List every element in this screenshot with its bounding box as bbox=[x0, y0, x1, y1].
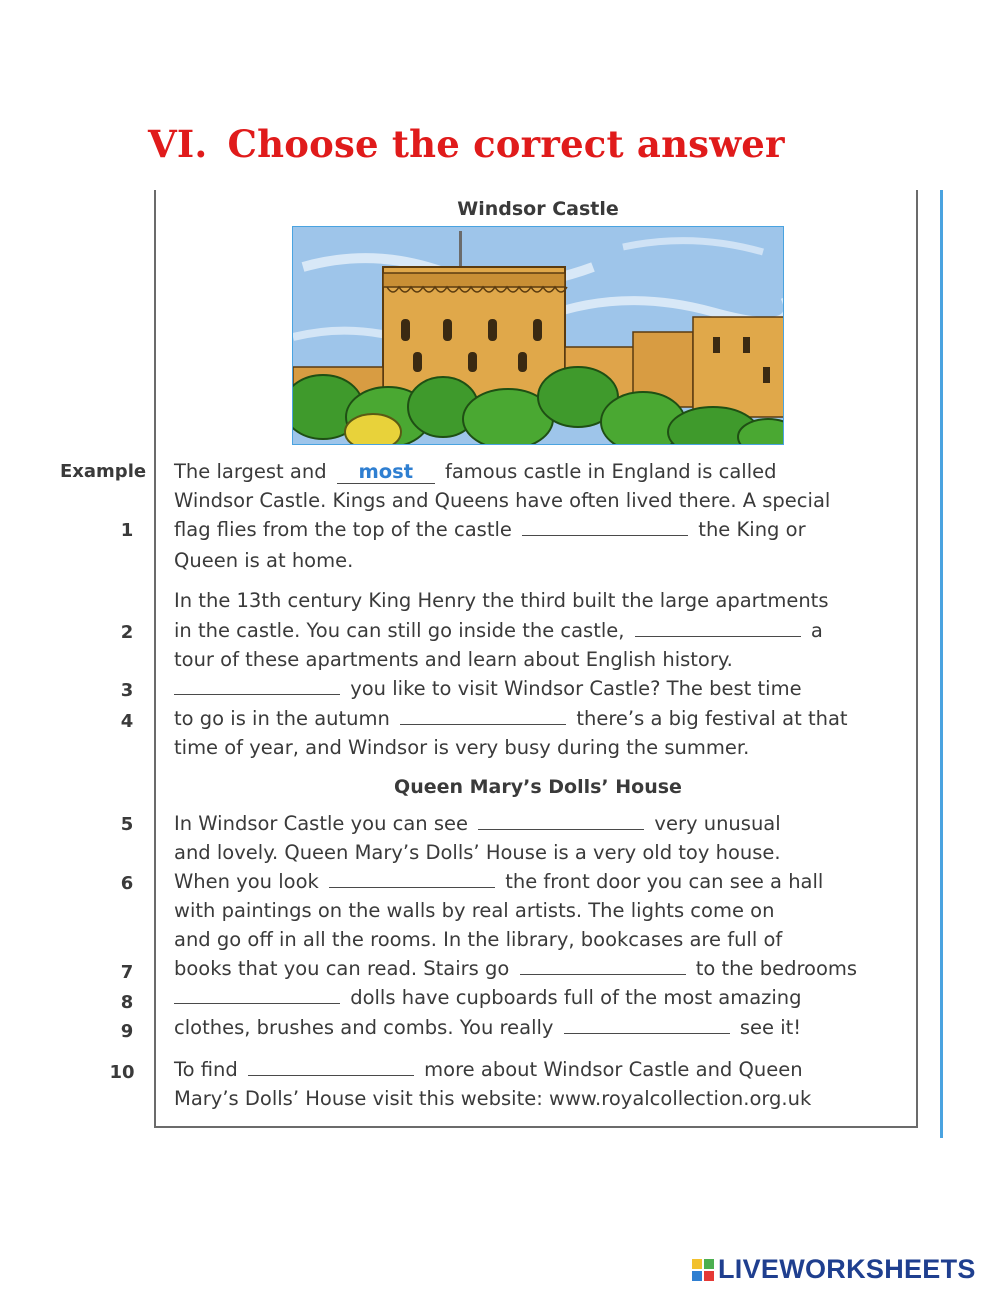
text-line: and go off in all the rooms. In the library, bookcases are full of bbox=[174, 928, 783, 951]
text-segment: see it! bbox=[739, 1016, 802, 1039]
text-line: In the 13th century King Henry the third built the large apartments bbox=[174, 589, 829, 612]
question-number-3: 3 bbox=[120, 680, 134, 701]
brand-name: LIVEWORKSHEETS bbox=[718, 1254, 976, 1284]
page-edge-rule bbox=[940, 190, 943, 1138]
text-line bbox=[174, 518, 806, 541]
question-number-9: 9 bbox=[120, 1021, 134, 1042]
text-segment: the front door you can see a hall bbox=[505, 870, 824, 893]
answer-blank-3[interactable] bbox=[174, 678, 340, 695]
text-line bbox=[174, 619, 823, 642]
text-segment: When you look bbox=[174, 870, 319, 893]
text-segment: there’s a big festival at that bbox=[576, 707, 848, 730]
text-segment: in the castle. You can still go inside the castle, bbox=[174, 619, 625, 642]
exercise-heading bbox=[148, 122, 785, 166]
example-label: Example bbox=[60, 461, 147, 482]
text-line: Queen is at home. bbox=[174, 549, 354, 572]
text-line: time of year, and Windsor is very busy during the summer. bbox=[174, 736, 750, 759]
brand-grid-icon bbox=[692, 1259, 714, 1281]
text-segment: flag flies from the top of the castle bbox=[174, 518, 512, 541]
text-segment: to the bedrooms bbox=[695, 957, 858, 980]
question-number-4: 4 bbox=[120, 711, 134, 732]
brand-logo[interactable] bbox=[692, 1254, 976, 1285]
castle-illustration bbox=[292, 226, 784, 445]
answer-blank-8[interactable] bbox=[174, 987, 340, 1004]
text-segment: to go is in the autumn bbox=[174, 707, 390, 730]
text-line bbox=[174, 957, 857, 980]
question-number-7: 7 bbox=[120, 962, 134, 983]
question-number-10: 10 bbox=[109, 1062, 135, 1083]
text-line bbox=[174, 677, 802, 700]
text-line bbox=[174, 812, 781, 835]
answer-blank-6[interactable] bbox=[329, 871, 495, 888]
text-line bbox=[174, 1016, 801, 1039]
text-line: tour of these apartments and learn about English history. bbox=[174, 648, 733, 671]
text-line: Mary’s Dolls’ House visit this website: www.royalcollection.org.uk bbox=[174, 1087, 812, 1110]
text-line bbox=[174, 870, 823, 893]
text-segment: In Windsor Castle you can see bbox=[174, 812, 469, 835]
example-answer: most bbox=[337, 460, 435, 484]
answer-blank-5[interactable] bbox=[478, 813, 644, 830]
question-number-5: 5 bbox=[120, 814, 134, 835]
text-segment: you like to visit Windsor Castle? The best time bbox=[350, 677, 802, 700]
question-number-6: 6 bbox=[120, 873, 134, 894]
answer-blank-10[interactable] bbox=[248, 1059, 414, 1076]
answer-blank-1[interactable] bbox=[522, 519, 688, 536]
exercise-instruction: Choose the correct answer bbox=[227, 122, 785, 166]
answer-blank-2[interactable] bbox=[635, 620, 801, 637]
text-line bbox=[174, 707, 848, 730]
section-title-windsor: Windsor Castle bbox=[457, 198, 619, 220]
answer-blank-7[interactable] bbox=[520, 958, 686, 975]
text-line bbox=[174, 460, 777, 484]
exercise-number: VI. bbox=[148, 122, 208, 166]
text-segment: more about Windsor Castle and Queen bbox=[424, 1058, 803, 1081]
section-title-dolls-house: Queen Mary’s Dolls’ House bbox=[394, 776, 682, 798]
text-segment: clothes, brushes and combs. You really bbox=[174, 1016, 554, 1039]
text-segment: the King or bbox=[698, 518, 806, 541]
question-number-2: 2 bbox=[120, 622, 134, 643]
text-line bbox=[174, 986, 802, 1009]
text-segment: books that you can read. Stairs go bbox=[174, 957, 510, 980]
text-line: with paintings on the walls by real artists. The lights come on bbox=[174, 899, 775, 922]
text-line bbox=[174, 1058, 803, 1081]
text-segment: The largest and bbox=[174, 460, 327, 483]
answer-blank-4[interactable] bbox=[400, 708, 566, 725]
text-segment: famous castle in England is called bbox=[444, 460, 777, 483]
question-number-1: 1 bbox=[120, 520, 134, 541]
text-segment: dolls have cupboards full of the most amazing bbox=[350, 986, 802, 1009]
text-line: Windsor Castle. Kings and Queens have often lived there. A special bbox=[174, 489, 831, 512]
castle-picture bbox=[293, 227, 784, 445]
answer-blank-9[interactable] bbox=[564, 1017, 730, 1034]
text-line: and lovely. Queen Mary’s Dolls’ House is a very old toy house. bbox=[174, 841, 781, 864]
text-segment: very unusual bbox=[654, 812, 781, 835]
text-segment: a bbox=[810, 619, 823, 642]
text-segment: To find bbox=[174, 1058, 238, 1081]
question-number-8: 8 bbox=[120, 992, 134, 1013]
